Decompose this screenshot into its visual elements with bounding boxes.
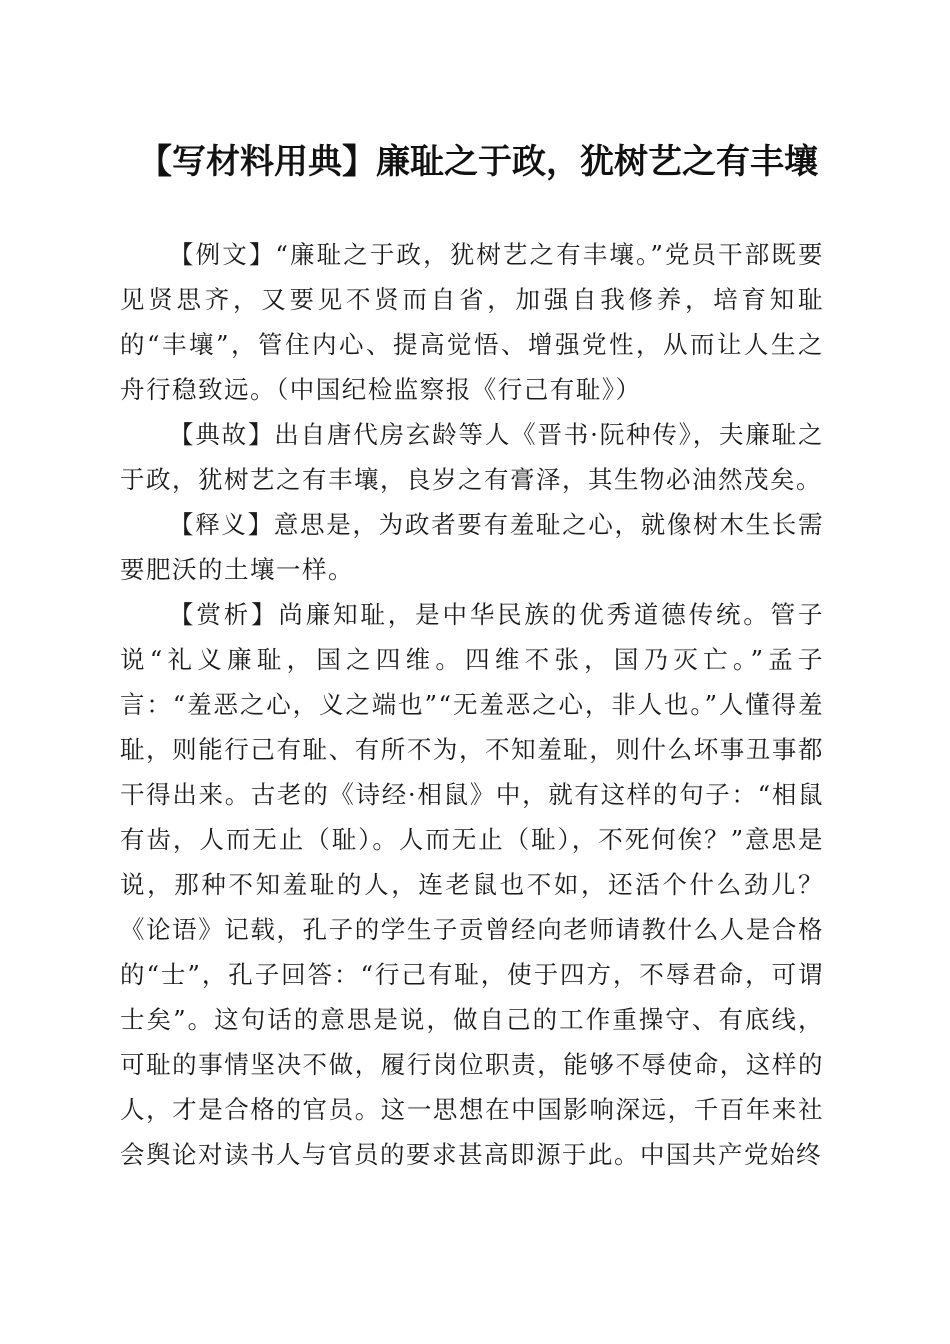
paragraph-meaning: 【释义】意思是，为政者要有羞耻之心，就像树木生长需要肥沃的土壤一样。 [120, 510, 824, 584]
paragraph-appreciation: 【赏析】尚廉知耻，是中华民族的优秀道德传统。管子说“礼义廉耻，国之四维。四维不张，国乃灭亡。”孟子言：“羞恶之心，义之端也”“无羞恶之心，非人也。”人懂得羞耻，则能行己有耻、有所不为，不知羞耻，则什么坏事丑事都干得出来。古老的《诗经·相鼠》中，就有这样的句子：“相鼠有齿，人而无止（耻）。人而无止（耻），不死何俟？”意思是说，那种不知羞耻的人，连老鼠也不如，还活个什么劲儿？《论语》记载，孔子的学生子贡曾经向老师请教什么人是合格的“士”，孔子回答：“行己有耻，使于四方，不辱君命，可谓士矣”。这句话的意思是说，做自己的工作重操守、有底线，可耻的事情坚决不做，履行岗位职责，能够不辱使命，这样的人，才是合格的官员。这一思想在中国影响深远，千百年来社会舆论对读书人与官员的要求甚高即源于此。中国共产党始终 [120, 600, 824, 1169]
document-body [120, 232, 824, 1177]
paragraph-example: 【例文】“廉耻之于政，犹树艺之有丰壤。”党员干部既要见贤思齐，又要见不贤而自省，加强自我修养，培育知耻的“丰壤”，管住内心、提高觉悟、增强党性，从而让人生之舟行稳致远。（中国纪检监察报《行己有耻》） [120, 240, 824, 404]
paragraph-allusion: 【典故】出自唐代房玄龄等人《晋书·阮种传》，夫廉耻之于政，犹树艺之有丰壤，良岁之有膏泽，其生物必油然茂矣。 [120, 420, 824, 494]
document-title: 【写材料用典】廉耻之于政，犹树艺之有丰壤 [138, 142, 818, 182]
